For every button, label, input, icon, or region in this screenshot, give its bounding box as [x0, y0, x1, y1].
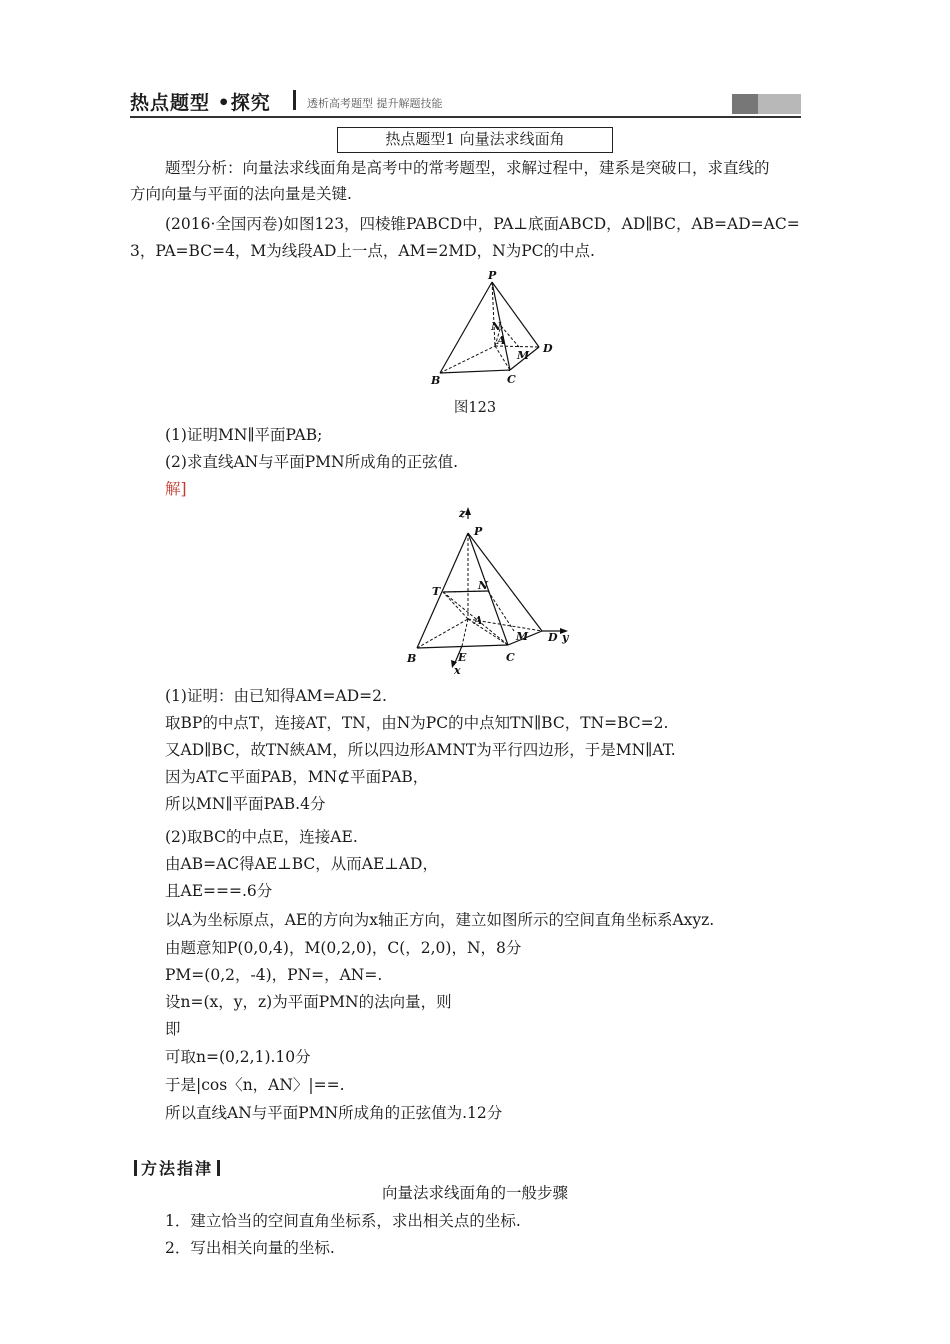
solution-line-7: 由AB=AC得AE⊥BC，从而AE⊥AD， — [165, 855, 438, 873]
method-heading — [130, 1156, 224, 1179]
question-2: (2)求直线AN与平面PMN所成角的正弦值. — [165, 453, 459, 471]
label-b: B — [431, 374, 441, 387]
header-decor-dark — [732, 94, 758, 114]
figure-caption: 图123 — [453, 400, 497, 416]
label-c: C — [507, 373, 516, 386]
solution-line-15: 于是|cos〈n，AN〉|==. — [165, 1076, 345, 1094]
solution-line-2: 取BP的中点T，连接AT，TN，由N为PC的中点知TN∥BC，TN=BC=2. — [165, 714, 669, 732]
solution-line-13: 即 — [165, 1020, 181, 1038]
method-bar-right — [217, 1160, 220, 1176]
method-bar-left — [134, 1160, 137, 1176]
label-t: T — [432, 585, 441, 598]
solution-line-14: 可取n=(0,2,1).10分 — [165, 1048, 311, 1066]
header-divider — [293, 90, 296, 110]
solution-label: 解] — [165, 480, 187, 498]
coordinate-figure — [402, 505, 582, 675]
label-m2: M — [516, 630, 529, 643]
label-m: M — [517, 349, 530, 362]
method-step-1: 1．建立恰当的空间直角坐标系，求出相关点的坐标. — [165, 1212, 521, 1230]
label-d2: D — [548, 631, 558, 644]
solution-line-9: 以A为坐标原点，AE的方向为x轴正方向，建立如图所示的空间直角坐标系Axyz. — [165, 911, 715, 929]
label-a2: A — [474, 614, 483, 627]
label-p: P — [488, 270, 497, 282]
label-y: y — [562, 631, 569, 644]
method-heading-text: 方法指津 — [141, 1159, 214, 1178]
label-b2: B — [407, 652, 417, 665]
solution-line-3: 又AD∥BC，故TN綊AM，所以四边形AMNT为平行四边形，于是MN∥AT. — [165, 741, 676, 759]
label-x: x — [454, 664, 461, 675]
label-z: z — [459, 507, 466, 520]
label-n2: N — [478, 579, 489, 592]
section-subtitle: 透析高考题型 提升解题技能 — [307, 97, 443, 110]
method-step-2: 2．写出相关向量的坐标. — [165, 1239, 335, 1257]
problem-line-2: 3，PA=BC=4，M为线段AD上一点，AM=2MD，N为PC的中点. — [130, 242, 595, 260]
solution-line-10: 由题意知P(0,0,4)，M(0,2,0)，C(，2,0)，N，8分 — [165, 939, 522, 957]
method-subtitle: 向量法求线面角的一般步骤 — [381, 1184, 568, 1202]
label-n: N — [491, 320, 502, 333]
solution-line-1: (1)证明：由已知得AM=AD=2. — [165, 687, 387, 705]
solution-line-11: PM=(0,2，-4)，PN=，AN=. — [165, 966, 383, 984]
label-d: D — [543, 342, 553, 355]
solution-line-8: 且AE===.6分 — [165, 882, 273, 900]
header-decor-light — [758, 94, 801, 114]
topic-box: 热点题型1 向量法求线面角 — [337, 127, 613, 153]
intro-line-2: 方向向量与平面的法向量是关键. — [130, 185, 352, 203]
problem-line-1: (2016·全国丙卷)如图123，四棱锥PABCD中，PA⊥底面ABCD，AD∥BC，AB=AD=AC= — [165, 215, 800, 233]
label-a: A — [497, 334, 506, 347]
solution-line-12: 设n=(x，y，z)为平面PMN的法向量，则 — [165, 993, 452, 1011]
question-1: (1)证明MN∥平面PAB; — [165, 426, 323, 444]
intro-line-1: 题型分析：向量法求线面角是高考中的常考题型，求解过程中，建系是突破口，求直线的 — [165, 159, 770, 177]
header-rule — [130, 116, 801, 118]
solution-line-5: 所以MN∥平面PAB.4分 — [165, 795, 326, 813]
solution-line-16: 所以直线AN与平面PMN所成角的正弦值为.12分 — [165, 1104, 503, 1122]
z-arrow-icon — [465, 507, 471, 515]
solution-line-4: 因为AT⊂平面PAB，MN⊄平面PAB， — [165, 768, 429, 786]
label-c2: C — [506, 651, 515, 664]
solution-line-6: (2)取BC的中点E，连接AE. — [165, 828, 358, 846]
section-title: 热点题型 •探究 — [130, 92, 271, 114]
pyramid-figure — [425, 270, 565, 390]
label-e: E — [458, 651, 467, 664]
label-p2: P — [474, 525, 483, 538]
